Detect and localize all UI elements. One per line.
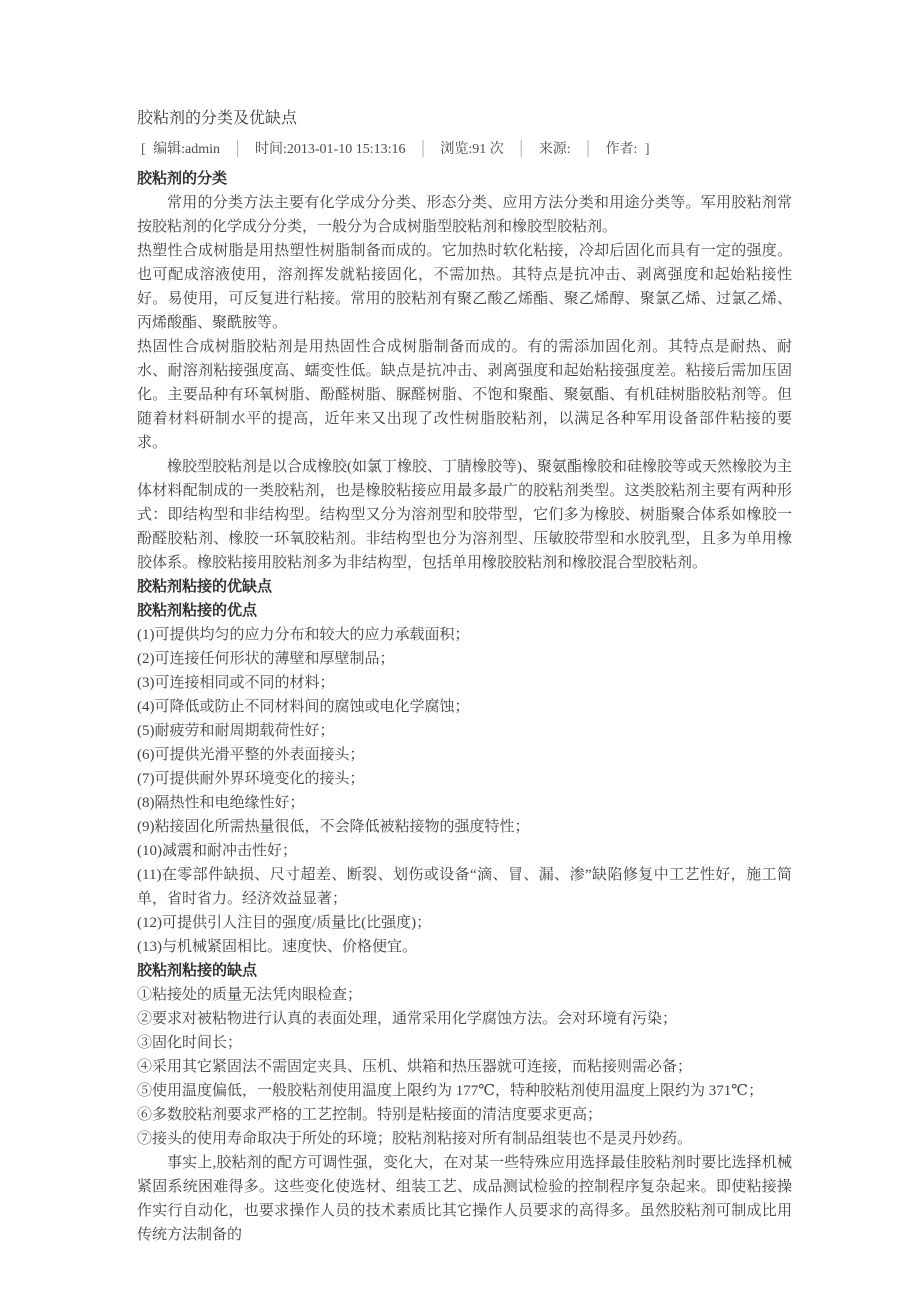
advantage-item-11: (11)在零部件缺损、尺寸超差、断裂、划伤或设备“滴、冒、漏、渗”缺陷修复中工艺性好，施工简单，省时省力。经济效益显著；	[137, 867, 792, 907]
advantages-heading: 胶粘剂粘接的优点	[137, 603, 258, 619]
document-body	[137, 167, 792, 1247]
meta-separator: │	[583, 142, 594, 157]
disadvantage-item-6: ⑥多数胶粘剂要求严格的工艺控制。特别是粘接面的清洁度要求更高；	[137, 1107, 603, 1123]
meta-source: 来源:	[538, 142, 571, 157]
meta-bracket-open: [	[141, 142, 146, 157]
meta-bracket-close: ]	[644, 142, 650, 157]
advantage-item-2: (2)可连接任何形状的薄壁和厚壁制品；	[137, 651, 395, 667]
meta-line	[137, 138, 792, 162]
meta-time: 时间:2013-01-10 15:13:16	[254, 142, 406, 157]
disadvantages-heading: 胶粘剂粘接的缺点	[137, 963, 258, 979]
closing-paragraph: 事实上,胶粘剂的配方可调性强，变化大，在对某一些特殊应用选择最佳胶粘剂时要比选择机械紧固系统困难得多。这些变化使选材、组装工艺、成品测试检验的控制程序复杂起来。即使粘接操作实行自动化，也要求操作人员的技术素质比其它操作人员要求的高得多。虽然胶粘剂可制成比用传统方法制备的	[137, 1155, 792, 1243]
meta-separator: │	[232, 142, 243, 157]
meta-author: 作者:	[605, 142, 638, 157]
advantage-item-12: (12)可提供引人注目的强度/质量比(比强度)；	[137, 915, 432, 931]
thermoplastic-resin-paragraph: 热塑性合成树脂是用热塑性树脂制备而成的。它加热时软化粘接，冷却后固化而具有一定的强度。也可配成溶液使用，溶剂挥发就粘接固化，不需加热。其特点是抗冲击、剥离强度和起始粘接性好。易使用，可反复进行粘接。常用的胶粘剂有聚乙酸乙烯酯、聚乙烯醇、聚氯乙烯、过氯乙烯、丙烯酸酯、聚酰胺等。	[137, 243, 792, 331]
disadvantage-item-4: ④采用其它紧固法不需固定夹具、压机、烘箱和热压器就可连接，而粘接则需必备；	[137, 1059, 693, 1075]
disadvantage-item-1: ①粘接处的质量无法凭肉眼检查；	[137, 987, 363, 1003]
advantage-item-10: (10)减震和耐冲击性好；	[137, 843, 297, 859]
meta-views: 浏览:91 次	[440, 142, 504, 157]
meta-editor: 编辑:admin	[153, 142, 221, 157]
advantage-item-4: (4)可降低或防止不同材料间的腐蚀或电化学腐蚀；	[137, 699, 470, 715]
disadvantage-item-3: ③固化时间长；	[137, 1035, 243, 1051]
page-title: 胶粘剂的分类及优缺点	[137, 110, 298, 127]
advantage-item-6: (6)可提供光滑平整的外表面接头；	[137, 747, 365, 763]
disadvantage-item-2: ②要求对被粘物进行认真的表面处理，通常采用化学腐蚀方法。会对环境有污染；	[137, 1011, 678, 1027]
advantage-item-5: (5)耐疲劳和耐周期载荷性好；	[137, 723, 335, 739]
pros-cons-heading: 胶粘剂粘接的优缺点	[137, 579, 273, 595]
advantage-item-3: (3)可连接相同或不同的材料；	[137, 675, 335, 691]
advantage-item-8: (8)隔热性和电绝缘性好；	[137, 795, 305, 811]
meta-separator: │	[417, 142, 428, 157]
advantage-item-1: (1)可提供均匀的应力分布和较大的应力承载面积；	[137, 627, 470, 643]
disadvantage-item-5: ⑤使用温度偏低，一般胶粘剂使用温度上限约为 177℃，特种胶粘剂使用温度上限约为 371℃；	[137, 1083, 764, 1099]
meta-separator: │	[516, 142, 527, 157]
advantage-item-13: (13)与机械紧固相比。速度快、价格便宜。	[137, 939, 417, 955]
thermosetting-resin-paragraph: 热固性合成树脂胶粘剂是用热固性合成树脂制备而成的。有的需添加固化剂。其特点是耐热、耐水、耐溶剂粘接强度高、蠕变性低。缺点是抗冲击、剥离强度和起始粘接强度差。粘接后需加压固化。主要品种有环氧树脂、酚醛树脂、脲醛树脂、不饱和聚酯、聚氨酯、有机硅树脂胶粘剂等。但随着材料研制水平的提高，近年来又出现了改性树脂胶粘剂，以满足各种军用设备部件粘接的要求。	[137, 339, 792, 451]
classification-intro-paragraph: 常用的分类方法主要有化学成分分类、形态分类、应用方法分类和用途分类等。军用胶粘剂常按胶粘剂的化学成分分类，一般分为合成树脂型胶粘剂和橡胶型胶粘剂。	[137, 195, 792, 235]
classification-heading: 胶粘剂的分类	[137, 171, 228, 187]
document-content	[137, 106, 792, 1247]
disadvantage-item-7: ⑦接头的使用寿命取决于所处的环境；胶粘剂粘接对所有制品组装也不是灵丹妙药。	[137, 1131, 693, 1147]
advantage-item-9: (9)粘接固化所需热量很低，不会降低被粘接物的强度特性；	[137, 819, 530, 835]
rubber-adhesive-paragraph: 橡胶型胶粘剂是以合成橡胶(如氯丁橡胶、丁腈橡胶等)、聚氨酯橡胶和硅橡胶等或天然橡胶为主体材料配制成的一类胶粘剂，也是橡胶粘接应用最多最广的胶粘剂类型。这类胶粘剂主要有两种形式：即结构型和非结构型。结构型又分为溶剂型和胶带型，它们多为橡胶、树脂聚合体系如橡胶一酚醛胶粘剂、橡胶一环氧胶粘剂。非结构型也分为溶剂型、压敏胶带型和水胶乳型，且多为单用橡胶体系。橡胶粘接用胶粘剂多为非结构型，包括单用橡胶胶粘剂和橡胶混合型胶粘剂。	[137, 459, 792, 571]
advantage-item-7: (7)可提供耐外界环境变化的接头；	[137, 771, 365, 787]
